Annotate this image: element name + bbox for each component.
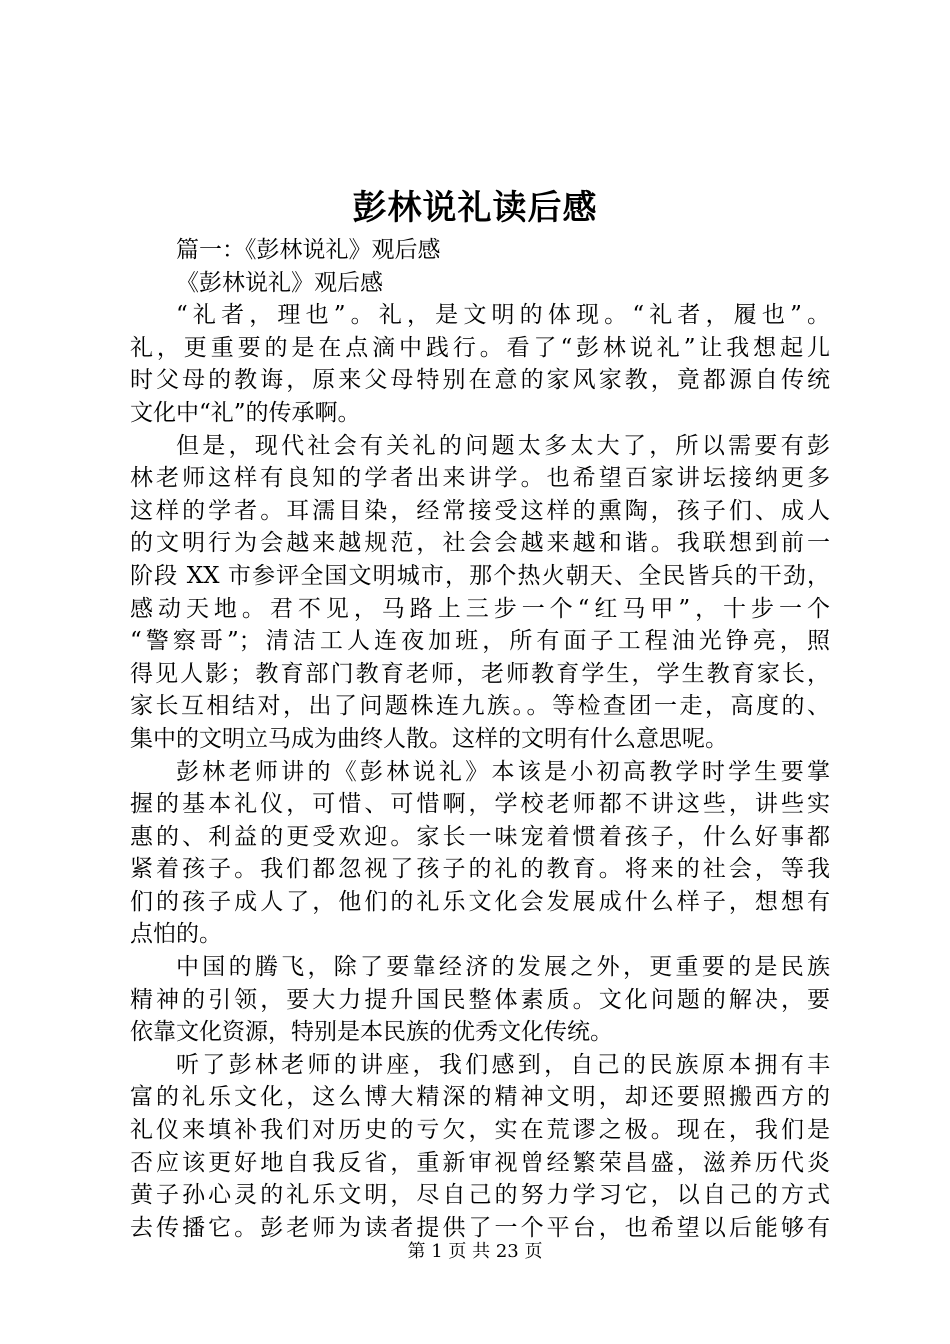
text-line: 握的基本礼仪，可惜、可惜啊，学校老师都不讲这些，讲些实 (130, 791, 830, 818)
text-line: 听了彭林老师的讲座，我们感到，自己的民族原本拥有丰 (176, 1051, 830, 1078)
text-line: 得见人影；教育部门教育老师，老师教育学生，学生教育家长， (130, 660, 830, 687)
document-title: 彭林说礼读后感 (352, 188, 598, 228)
text-line: “警察哥”；清洁工人连夜加班，所有面子工程油光铮亮，照 (130, 628, 830, 655)
text-line: 精神的引领，要大力提升国民整体素质。文化问题的解决，要 (130, 986, 830, 1013)
text-line: 彭林老师讲的《彭林说礼》本该是小初高教学时学生要掌 (176, 758, 830, 785)
document-body (130, 234, 830, 1244)
text-line: 惠的、利益的更受欢迎。家长一味宠着惯着孩子，什么好事都 (130, 823, 830, 850)
text-line: 紧着孩子。我们都忽视了孩子的礼的教育。将来的社会，等我 (130, 856, 830, 883)
text-line: 礼仪来填补我们对历史的亏欠，实在荒谬之极。现在，我们是 (130, 1117, 830, 1144)
text-line: 《彭林说礼》观后感 (176, 269, 383, 296)
text-line: 文化中“礼”的传承啊。 (130, 399, 361, 426)
page-footer: 第 1 页 共 23 页 (407, 1241, 543, 1262)
text-line: 阶段 XX 市参评全国文明城市，那个热火朝天、全民皆兵的干劲， (130, 562, 830, 589)
text-line: 中国的腾飞，除了要靠经济的发展之外，更重要的是民族 (176, 954, 830, 981)
text-line: 篇一：《彭林说礼》观后感 (176, 237, 441, 263)
text-line: 家长互相结对，出了问题株连九族。。等检查团一走，高度的、 (130, 693, 830, 720)
text-line: “礼者，理也”。礼，是文明的体现。“礼者，履也”。 (176, 302, 830, 329)
text-line: 们的孩子成人了，他们的礼乐文化会发展成什么样子，想想有 (130, 888, 830, 915)
text-line: 礼，更重要的是在点滴中践行。看了“彭林说礼”让我想起儿 (130, 334, 830, 361)
text-line: 时父母的教诲，原来父母特别在意的家风家教，竟都源自传统 (130, 367, 830, 394)
text-line: 依靠文化资源，特别是本民族的优秀文化传统。 (130, 1019, 613, 1046)
text-line: 集中的文明立马成为曲终人散。这样的文明有什么意思呢。 (130, 725, 728, 752)
text-line: 否应该更好地自我反省，重新审视曾经繁荣昌盛，滋养历代炎 (130, 1149, 830, 1176)
text-line: 林老师这样有良知的学者出来讲学。也希望百家讲坛接纳更多 (130, 465, 830, 492)
text-line: 点怕的。 (130, 921, 222, 948)
text-line: 黄子孙心灵的礼乐文明，尽自己的努力学习它，以自己的方式 (130, 1182, 830, 1209)
text-line: 但是，现代社会有关礼的问题太多太大了，所以需要有彭 (176, 432, 830, 459)
text-line: 的文明行为会越来越规范，社会会越来越和谐。我联想到前一 (130, 530, 830, 557)
text-line: 感动天地。君不见，马路上三步一个“红马甲”，十步一个 (130, 595, 830, 622)
text-line: 去传播它。彭老师为读者提供了一个平台，也希望以后能够有 (130, 1214, 830, 1241)
text-line: 富的礼乐文化，这么博大精深的精神文明，却还要照搬西方的 (130, 1084, 830, 1111)
text-line: 这样的学者。耳濡目染，经常接受这样的熏陶，孩子们、成人 (130, 497, 830, 524)
